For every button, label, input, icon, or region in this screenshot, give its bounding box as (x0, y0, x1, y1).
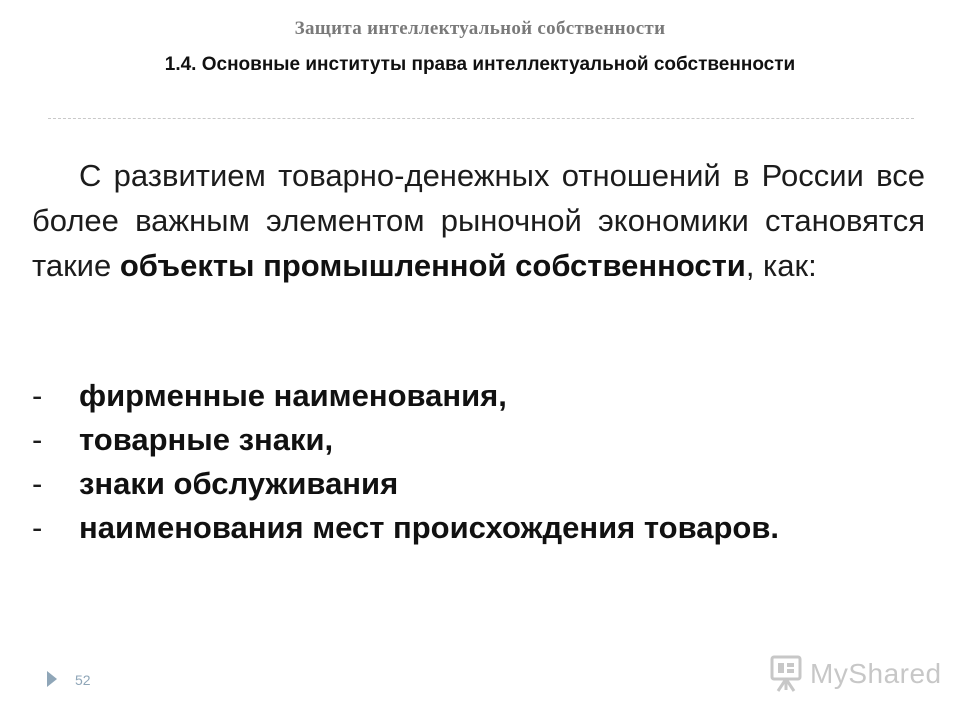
list-dash: - (32, 378, 43, 413)
list-item-text: товарные знаки, (79, 422, 334, 457)
presentation-title: Защита интеллектуальной собственности (294, 18, 666, 39)
list-dash: - (32, 510, 43, 545)
page-number: 52 (75, 672, 91, 688)
list-item-text: фирменные наименования, (79, 378, 507, 413)
intro-bold-term: объекты промышленной собственности (119, 248, 746, 283)
list-item (32, 418, 925, 462)
intro-text: С развитием товарно-денежных отношений в России все более важным элементом рыночной экономики становятся такие (32, 158, 925, 283)
intro-ending: , как: (745, 248, 817, 283)
presentation-board-icon (766, 654, 806, 694)
list-item-text: знаки обслуживания (79, 466, 399, 501)
header-divider (48, 118, 914, 119)
watermark-text: MyShared (810, 658, 942, 689)
list-item (32, 506, 925, 550)
list-item-text: наименования мест происхождения товаров. (79, 510, 780, 545)
footer-triangle-icon (47, 671, 57, 687)
list-dash: - (32, 466, 43, 501)
list-item (32, 462, 925, 506)
intro-paragraph (32, 153, 925, 288)
watermark (766, 652, 942, 696)
section-title: 1.4. Основные институты права интеллектуальной собственности (164, 54, 796, 75)
list-item (32, 374, 925, 418)
objects-list (32, 374, 925, 550)
list-dash: - (32, 422, 43, 457)
